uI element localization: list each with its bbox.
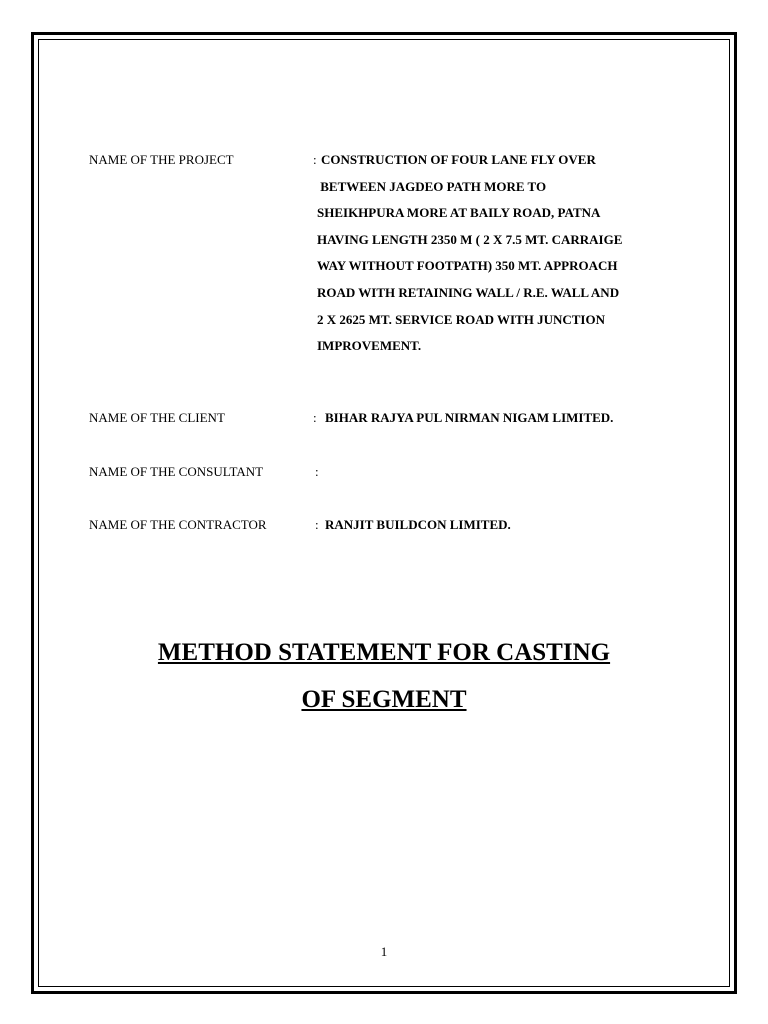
- consultant-label: NAME OF THE CONSULTANT: [89, 464, 264, 479]
- project-line: 2 X 2625 MT. SERVICE ROAD WITH JUNCTION: [317, 311, 605, 327]
- client-value: BIHAR RAJYA PUL NIRMAN NIGAM LIMITED.: [325, 410, 614, 425]
- project-line: SHEIKHPURA MORE AT BAILY ROAD, PATNA: [317, 205, 601, 221]
- project-label: NAME OF THE PROJECT: [89, 152, 234, 167]
- project-line: CONSTRUCTION OF FOUR LANE FLY OVER: [321, 152, 596, 167]
- project-line: BETWEEN JAGDEO PATH MORE TO: [317, 178, 547, 194]
- contractor-colon: :: [315, 517, 319, 532]
- project-line: ROAD WITH RETAINING WALL / R.E. WALL AND: [317, 284, 620, 300]
- document-title-line-2: OF SEGMENT: [301, 686, 467, 713]
- client-label: NAME OF THE CLIENT: [89, 410, 225, 425]
- project-colon: :: [313, 152, 317, 167]
- document-title-line-1: METHOD STATEMENT FOR CASTING: [157, 639, 611, 666]
- page-number: 1: [380, 944, 388, 959]
- project-line: IMPROVEMENT.: [317, 338, 422, 354]
- contractor-label: NAME OF THE CONTRACTOR: [89, 517, 267, 532]
- project-value: [317, 152, 622, 365]
- contractor-value: RANJIT BUILDCON LIMITED.: [325, 517, 511, 532]
- client-colon: :: [313, 410, 317, 425]
- consultant-colon: :: [315, 464, 319, 479]
- project-line: HAVING LENGTH 2350 M ( 2 X 7.5 MT. CARRAIGE: [317, 231, 623, 247]
- project-line: WAY WITHOUT FOOTPATH) 350 MT. APPROACH: [317, 258, 618, 274]
